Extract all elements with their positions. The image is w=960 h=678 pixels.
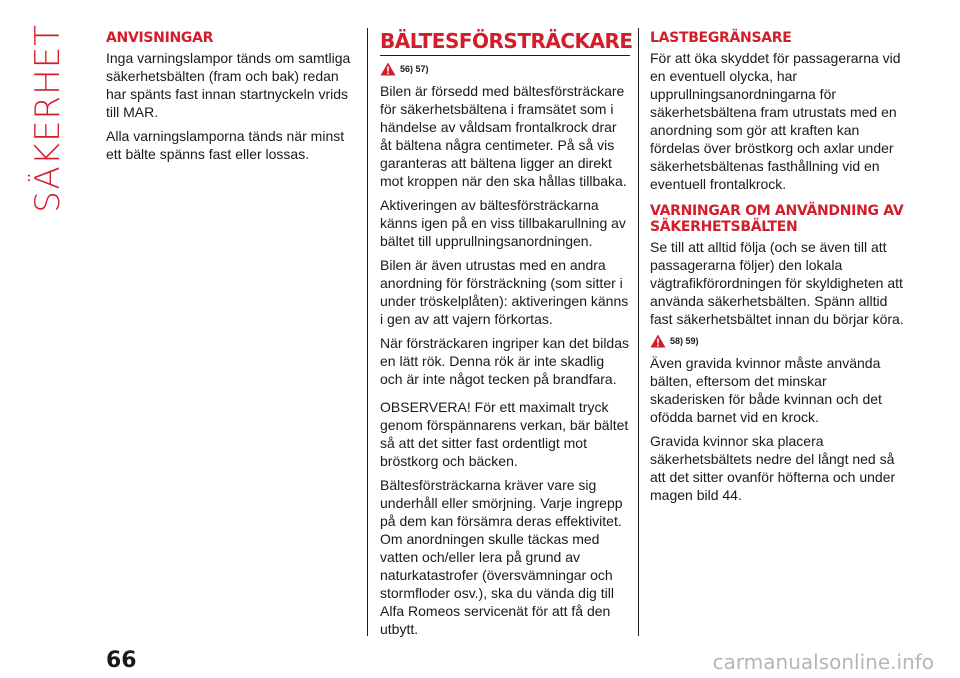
heading-baltesforstrackare: BÄLTESFÖRSTRÄCKARE <box>380 30 630 56</box>
paragraph: Bilen är försedd med bältesförsträckare för säkerhetsbältena i framsätet som i händelse av våldsam frontalkrock drar åt bältena några centimeter. På så vis garanteras att bältena ligger an direkt mot kroppen när den ska hållas tillbaka. <box>380 83 627 189</box>
column-3 <box>650 30 905 510</box>
heading-anvisningar: ANVISNINGAR <box>106 30 214 46</box>
heading-lastbegransare: LASTBEGRÄNSARE <box>650 30 792 46</box>
warning-reference <box>380 62 630 76</box>
warning-triangle-icon <box>380 62 396 76</box>
paragraph: För att öka skyddet för passagerarna vid en eventuell olycka, har upprullningsanordningarna för säkerhetsbältena fram utrustats med en anordning som gör att kraften kan fördelas över bröstkorg och axlar under säkerhetsbältenas fasthållning vid en eventuell frontalkrock. <box>650 50 901 192</box>
column-divider <box>367 28 368 636</box>
paragraph: Gravida kvinnor ska placera säkerhetsbältets nedre del långt ned så att det sitter ovanför höfterna och under magen bild 44. <box>650 433 896 503</box>
warning-ref-text: 58) 59) <box>670 336 699 346</box>
paragraph: Bältesförsträckarna kräver vare sig underhåll eller smörjning. Varje ingrepp på dem kan försämra deras effektivitet. Om anordningen skulle täckas med vatten och/eller lera på grund av naturkatastrofer (översvämningar och stormfloder osv.), ska du vända dig till Alfa Romeos servicenät för att få den utbytt. <box>380 477 623 637</box>
column-divider <box>638 28 639 636</box>
paragraph: När försträckaren ingriper kan det bildas en lätt rök. Denna rök är inte skadlig och är inte något tecken på brandfara. <box>380 335 630 387</box>
paragraph: OBSERVERA! För ett maximalt tryck genom förspännarens verkan, bär bältet så att det sitter fast ordentligt mot bröstkorg och bäcken. <box>380 399 629 469</box>
heading-varningar: VARNINGAR OM ANVÄNDNING AV SÄKERHETSBÄLTEN <box>650 203 904 235</box>
paragraph: Även gravida kvinnor måste använda bälten, eftersom det minskar skaderisken för både kvinnan och det ofödda barnet vid en krock. <box>650 355 882 425</box>
column-2 <box>380 29 633 644</box>
warning-triangle-icon <box>650 334 666 348</box>
column-1 <box>106 30 356 169</box>
paragraph: Alla varningslamporna tänds när minst ett bälte spänns fast eller lossas. <box>106 128 345 162</box>
section-title: SÄKERHET <box>28 24 68 213</box>
warning-ref-text: 56) 57) <box>400 64 429 74</box>
paragraph: Aktiveringen av bältesförsträckarna känns igen på en viss tillbakarullning av bältet till upprullningsanordningen. <box>380 197 626 249</box>
paragraph: Se till att alltid följa (och se även till att passagerarna följer) den lokala vägtrafikförordningen för skyldigheten att använda säkerhetsbälten. Spänn alltid fast säkerhetsbältet innan du börjar köra. <box>650 239 904 327</box>
paragraph: Bilen är även utrustas med en andra anordning för försträckning (som sitter i under tröskelplåten): aktiveringen känns i gen av att vajern förkortas. <box>380 257 629 327</box>
page-number: 66 <box>106 648 137 673</box>
warning-reference <box>650 334 905 348</box>
paragraph: Inga varningslampor tänds om samtliga säkerhetsbälten (fram och bak) redan har spänts fast innan startnyckeln vrids till MAR. <box>106 50 351 120</box>
watermark: carmanualsonline.info <box>712 650 934 674</box>
